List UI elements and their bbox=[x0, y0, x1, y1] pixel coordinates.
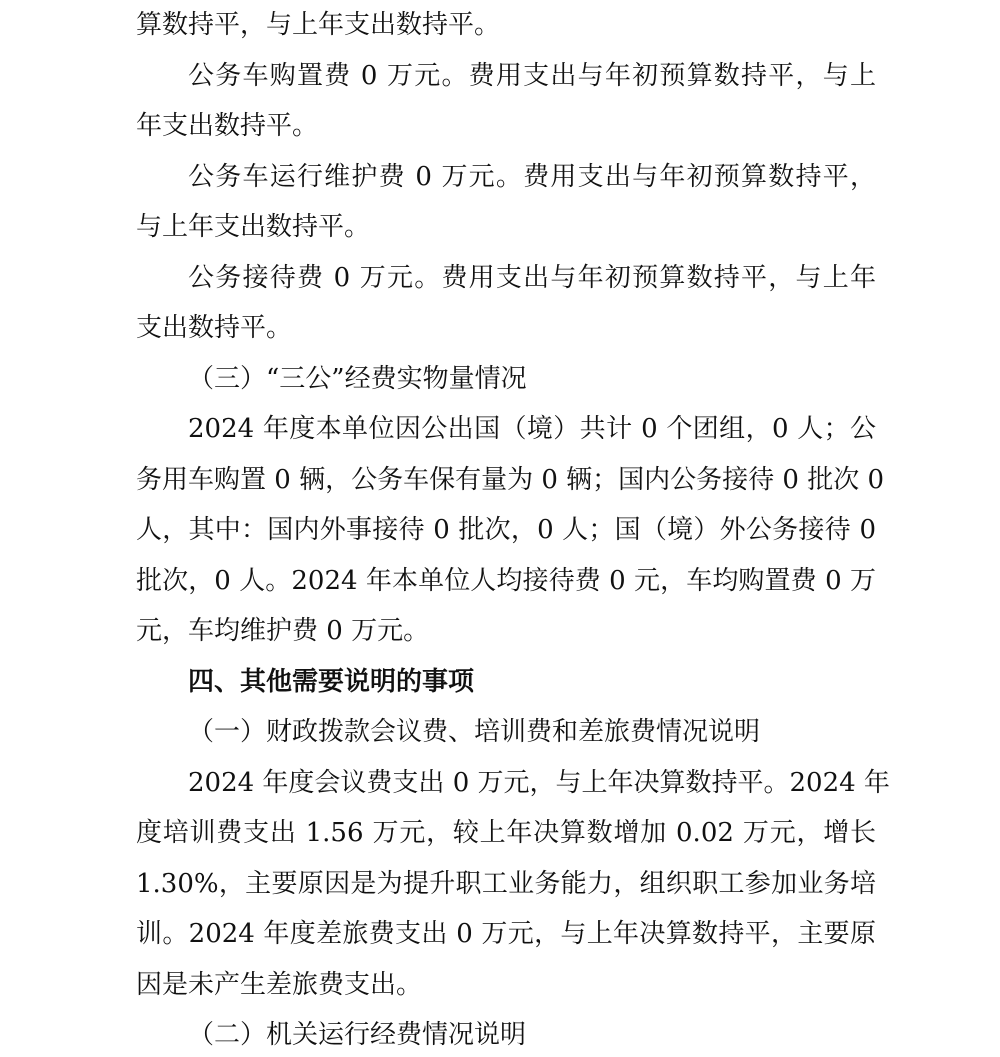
chapter-heading: 四、其他需要说明的事项 bbox=[188, 666, 475, 697]
text-line: 元，车均维护费 0 万元。 bbox=[136, 616, 430, 646]
text-line: 算数持平，与上年支出数持平。 bbox=[136, 10, 501, 40]
text-line: 支出数持平。 bbox=[136, 313, 293, 343]
text-line: 务用车购置 0 辆，公务车保有量为 0 辆；国内公务接待 0 批次 0 bbox=[136, 464, 885, 495]
text-line: 1.30%，主要原因是为提升职工业务能力，组织职工参加业务培 bbox=[136, 868, 876, 899]
text-line: 2024 年度会议费支出 0 万元，与上年决算数持平。2024 年 bbox=[188, 767, 890, 798]
text-line: 人，其中：国内外事接待 0 批次，0 人；国（境）外公务接待 0 bbox=[136, 515, 876, 545]
section-heading: （一）财政拨款会议费、培训费和差旅费情况说明 bbox=[188, 717, 761, 747]
text-line: 公务车运行维护费 0 万元。费用支出与年初预算数持平， bbox=[188, 161, 876, 192]
text-line: 公务车购置费 0 万元。费用支出与年初预算数持平，与上 bbox=[188, 60, 876, 91]
text-line: 因是未产生差旅费支出。 bbox=[136, 969, 423, 1000]
text-line: 训。2024 年度差旅费支出 0 万元，与上年决算数持平，主要原 bbox=[136, 919, 876, 949]
text-line: 与上年支出数持平。 bbox=[136, 212, 371, 242]
section-heading: （二）机关运行经费情况说明 bbox=[188, 1020, 527, 1050]
text-line: 2024 年度本单位因公出国（境）共计 0 个团组，0 人；公 bbox=[188, 414, 876, 444]
section-heading: （三）“三公”经费实物量情况 bbox=[188, 363, 527, 394]
text-line: 度培训费支出 1.56 万元，较上年决算数增加 0.02 万元，增长 bbox=[136, 818, 876, 848]
text-line: 批次，0 人。2024 年本单位人均接待费 0 元，车均购置费 0 万 bbox=[136, 565, 876, 596]
text-line: 年支出数持平。 bbox=[136, 111, 319, 141]
text-line: 公务接待费 0 万元。费用支出与年初预算数持平，与上年 bbox=[188, 262, 876, 293]
